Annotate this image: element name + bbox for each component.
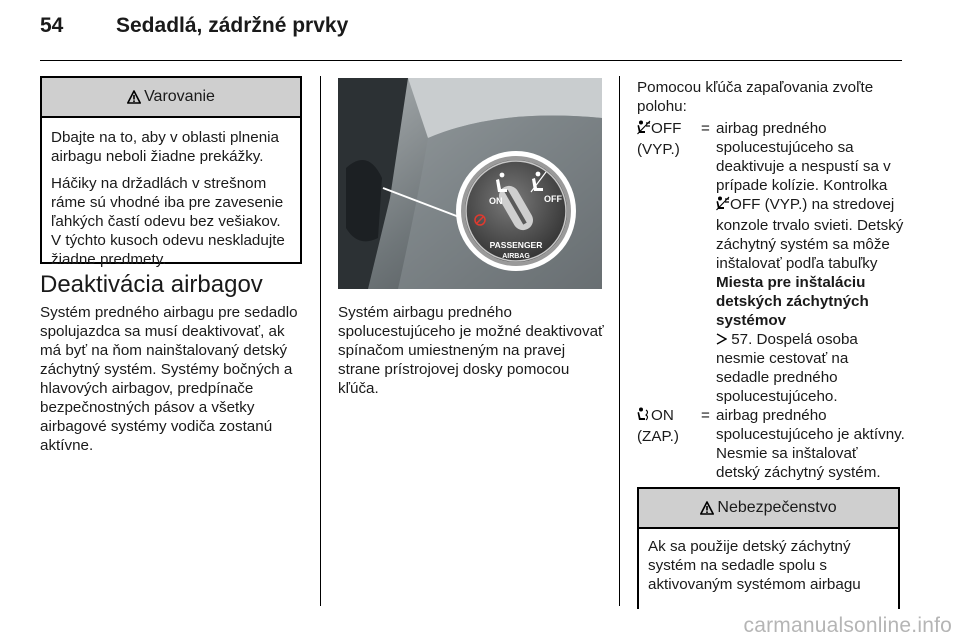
term-on-label: ON xyxy=(651,407,674,424)
column-divider-left xyxy=(320,76,321,606)
page-reference-arrow-icon xyxy=(716,331,727,348)
section-title: Deaktivácia airbagov xyxy=(40,271,263,298)
definition-desc-off xyxy=(716,119,905,406)
watermark: carmanualsonline.info xyxy=(743,614,952,637)
term-on-translation: (ZAP.) xyxy=(637,428,679,445)
section-body: Systém predného airbagu pre sedadlo spolujazdca sa musí deaktivovať, ak má byť na ňom nainštalovaný detský záchytný systém. Systémy bočných a hlavových airbagov, predpínače bezpečnostných pásov a všetky airbagové systémy vodiča zostanú aktívne. xyxy=(40,304,298,454)
danger-box-body: Ak sa použije detský záchytný systém na sedadle spolu s aktivovaným systémom airbagu xyxy=(648,538,861,593)
figure-caption: Systém airbagu predného spolucestujúceho je možné deaktivovať spínačom umiestneným na pravej strane prístrojovej dosky pomocou kľúča. xyxy=(338,304,604,397)
switch-label-line1: PASSENGER xyxy=(489,240,543,250)
position-definitions xyxy=(637,119,905,482)
warning-triangle-icon xyxy=(700,501,714,515)
switch-on-label: ON xyxy=(489,196,503,206)
warning-box-title: Varovanie xyxy=(144,88,215,105)
desc-off-text: OFF (VYP.) na stredovej konzole trvalo svieti. Detský záchytný systém sa môže inštalovať podľa tabuľky xyxy=(716,196,904,272)
switch-off-label: OFF xyxy=(544,194,562,204)
warning-box-body xyxy=(42,118,300,277)
page-header xyxy=(40,14,902,48)
danger-box xyxy=(637,487,900,609)
term-off-translation: (VYP.) xyxy=(637,141,680,158)
column-divider-right xyxy=(619,76,620,606)
warning-paragraph: Háčiky na držadlách v strešnom ráme sú vhodné iba pre zavesenie ľahkých častí odevu bez vešiakov. V týchto kusoch odevu neskladujte žiadne predmety. xyxy=(51,175,285,268)
right-intro: Pomocou kľúča zapaľovania zvoľte polohu: xyxy=(637,79,874,115)
warning-paragraph: Dbajte na to, aby v oblasti plnenia airbagu neboli žiadne prekážky. xyxy=(51,129,279,165)
airbag-on-icon xyxy=(637,407,651,427)
desc-off-text: airbag predného spolucestujúceho sa deaktivuje a nespustí sa v prípade kolízie. Kontrolka xyxy=(716,120,891,194)
warning-box-header xyxy=(42,78,300,118)
warning-triangle-icon xyxy=(127,90,141,104)
definition-term-off xyxy=(637,119,701,406)
warning-box xyxy=(40,76,302,268)
airbag-off-icon xyxy=(716,196,730,216)
danger-box-title: Nebezpečenstvo xyxy=(717,499,837,516)
definition-desc-on: airbag predného spolucestujúceho je aktívny. Nesmie sa inštalovať detský záchytný systém. xyxy=(716,407,905,481)
airbag-switch-photo xyxy=(338,78,602,289)
airbag-off-icon xyxy=(637,120,651,140)
term-off-label: OFF xyxy=(651,120,682,137)
table-reference[interactable]: Miesta pre inštaláciu detských záchytných systémov xyxy=(716,274,869,329)
switch-label-line2: AIRBAG xyxy=(502,253,530,260)
page-number: 54 xyxy=(40,14,64,37)
definition-term-on xyxy=(637,406,701,482)
desc-off-text: 57. Dospelá osoba nesmie cestovať na sedadle predného spolucestujúceho. xyxy=(716,331,858,405)
definition-off xyxy=(637,119,905,406)
equals-sign: = xyxy=(701,120,710,137)
danger-box-header xyxy=(639,489,898,529)
definition-on xyxy=(637,406,905,482)
equals-sign: = xyxy=(701,407,710,424)
header-rule xyxy=(40,60,902,61)
chapter-title: Sedadlá, zádržné prvky xyxy=(116,14,349,37)
